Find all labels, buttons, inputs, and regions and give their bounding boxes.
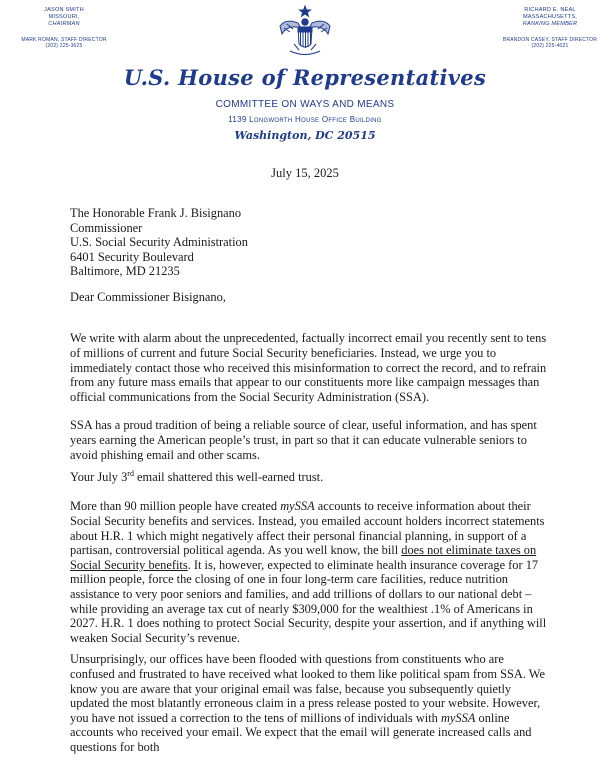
salutation: Dear Commissioner Bisignano, xyxy=(70,290,226,304)
left-member-block xyxy=(18,7,110,49)
left-member-name: JASON SMITH xyxy=(44,7,84,13)
paragraph-4-text: More than 90 million people have created xyxy=(70,499,281,514)
paragraph-1: We write with alarm about the unprecedented, factually incorrect email you recently sent to tens of millions of current and future Social Security beneficiaries. Instead, we urge you to immediately contact those who received this misinformation to correct the record, and to refrain from any future mass emails that appear to our constituents more like campaign messages than official communications from the Social Security Administration (SSA). xyxy=(70,331,547,404)
letterhead-title: U.S. House of Representatives xyxy=(123,65,487,90)
office-city: Washington, DC 20515 xyxy=(234,129,376,142)
left-member-state: MISSOURI, xyxy=(48,14,80,20)
paragraph-5-text: online accounts who received your email. We expect that the email will generate increased calls and questions for both xyxy=(70,710,532,754)
recipient-line: Commissioner xyxy=(70,220,143,235)
right-member-block xyxy=(496,7,604,49)
great-seal-eagle-icon xyxy=(276,4,334,62)
paragraph-4 xyxy=(70,499,550,645)
recipient-block xyxy=(70,206,550,279)
recipient-line: 6401 Security Boulevard xyxy=(70,249,194,264)
left-member-role: CHAIRMAN xyxy=(48,21,80,27)
recipient-line: The Honorable Frank J. Bisignano xyxy=(70,206,242,220)
left-staff-director: MARK ROMAN, STAFF DIRECTOR xyxy=(21,37,107,43)
right-staff-director: BRANDON CASEY, STAFF DIRECTOR xyxy=(502,37,598,43)
office-address: 1139 Longworth House Office Building xyxy=(228,115,382,124)
paragraph-5 xyxy=(70,652,550,754)
right-phone: (202) 225-4021 xyxy=(531,43,569,49)
recipient-line: U.S. Social Security Administration xyxy=(70,235,248,250)
recipient-line: Baltimore, MD 21235 xyxy=(70,264,180,279)
paragraph-2: SSA has a proud tradition of being a reliable source of clear, useful information, and has spent years earning the American people’s trust, in part so that it can educate vulnerable seniors to avoid phishing email and other scams. xyxy=(70,418,537,462)
right-member-role: RANKING MEMBER xyxy=(522,21,578,27)
ordinal-suffix: rd xyxy=(127,469,134,479)
paragraph-5-text: Unsurprisingly, our offices have been flooded with questions from constituents who are confused and frustrated to have received what looked to them like political spam from SSA. We know you are aware that your original email was false, because you subsequently quietly updated the most blatantly erroneous claim in a press release posted to your website. However, you have not issued a correction to the tens of millions of individuals with xyxy=(70,652,545,725)
right-member-name: RICHARD E. NEAL xyxy=(524,7,576,13)
myssa-term: mySSA xyxy=(280,499,315,514)
taxes-reference-link[interactable]: does not eliminate taxes on Social Security benefits xyxy=(70,543,537,572)
myssa-term: mySSA xyxy=(440,710,476,725)
committee-name: COMMITTEE ON WAYS AND MEANS xyxy=(215,99,395,110)
paragraph-3-text: email shattered this well-earned trust. xyxy=(133,470,324,485)
paragraph-3 xyxy=(70,470,550,485)
right-member-state: MASSACHUSETTS, xyxy=(522,14,578,20)
paragraph-4-text: accounts to receive information about their Social Security benefits and services. Instead, you emailed account holders incorrect statements about H.R. 1 which might negatively affect their personal financial planning, in support of a partisan, controversial political agenda. As you well know, the bill xyxy=(70,499,545,558)
paragraph-3-text: Your July 3 xyxy=(70,470,128,485)
left-phone: (202) 225-3625 xyxy=(45,43,83,49)
paragraph-4-text: . It is, however, expected to eliminate health insurance coverage for 17 million people, force the closing of one in four long-term care facilities, reduce nutrition assistance to very poor seniors and families, and add trillions of dollars to our national debt – while providing an average tax cut of nearly $309,000 for the wealthiest .1% of Americans in 2027. H.R. 1 does nothing to protect Social Security, despite your assertion, and if anything will weaken Social Security’s revenue. xyxy=(70,557,547,645)
letter-date: July 15, 2025 xyxy=(271,166,339,180)
